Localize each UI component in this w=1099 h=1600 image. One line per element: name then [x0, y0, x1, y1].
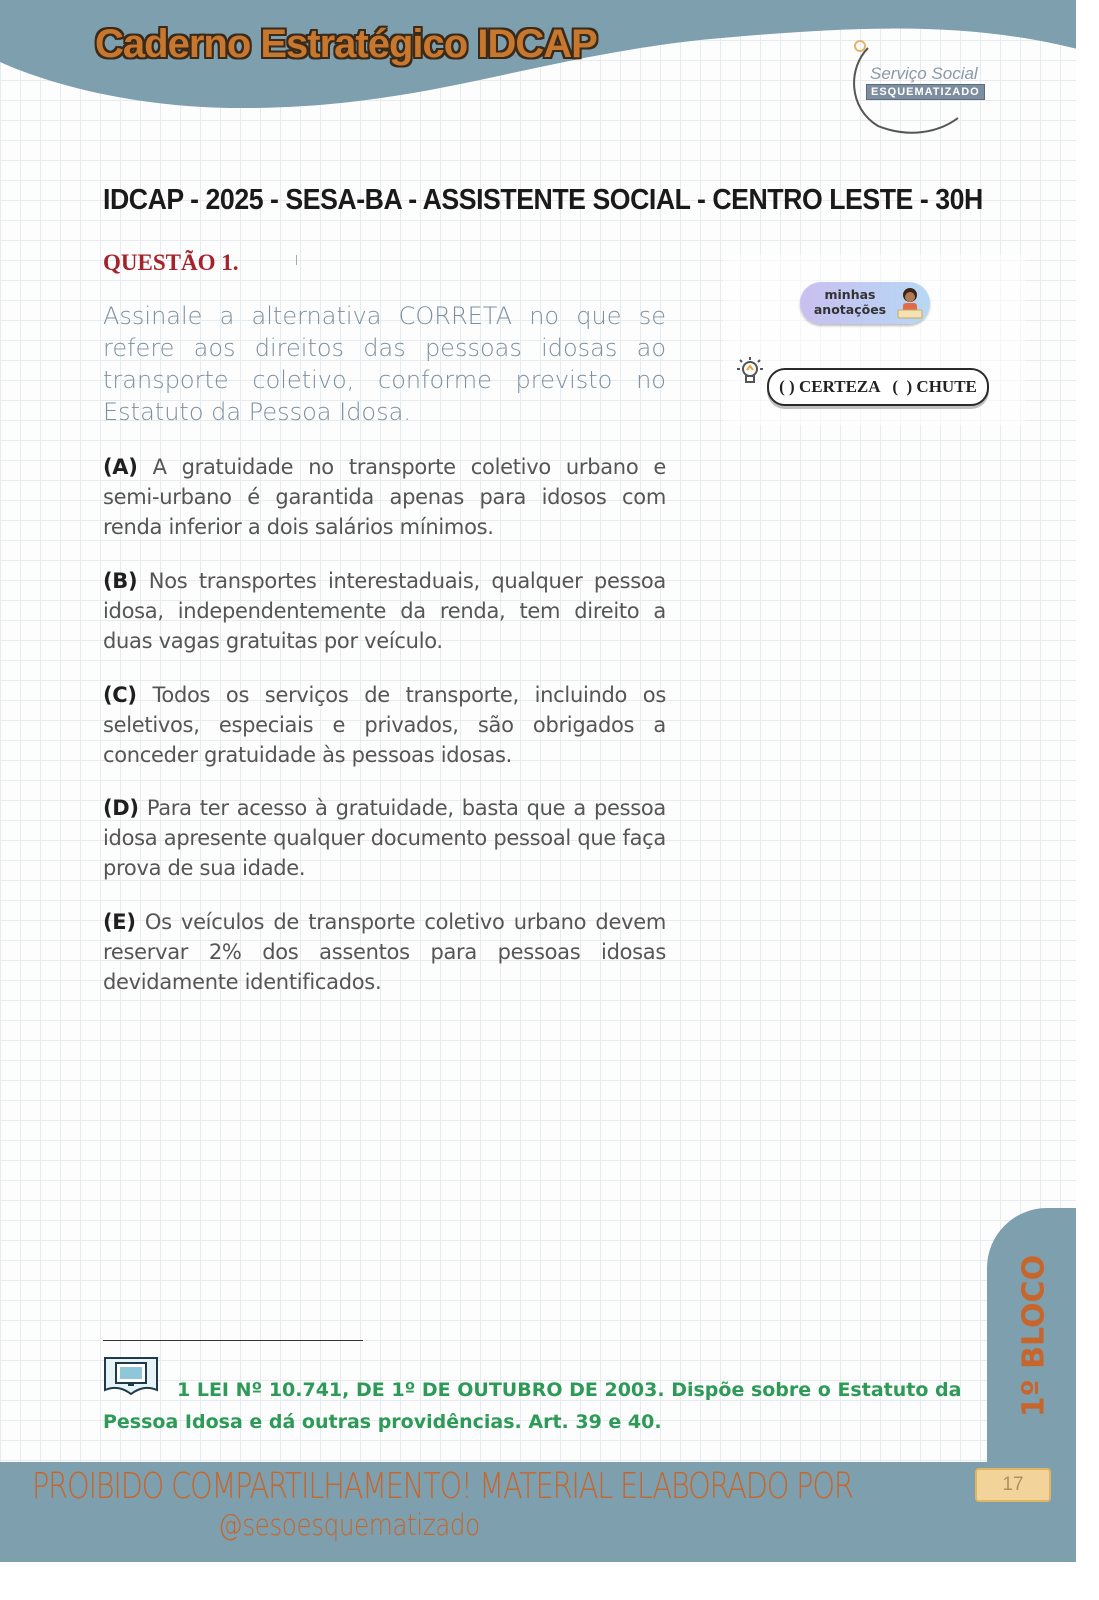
option-a	[103, 452, 666, 542]
option-letter: (C)	[103, 683, 137, 707]
option-b	[103, 566, 666, 656]
option-e	[103, 907, 666, 997]
option-letter: (E)	[103, 910, 136, 934]
question-number: QUESTÃO 1.	[103, 250, 239, 275]
page-margin-bottom	[0, 1562, 1099, 1600]
exam-heading: IDCAP - 2025 - SESA-BA - ASSISTENTE SOCIAL - CENTRO LESTE - 30H	[103, 184, 983, 216]
notes-badge-label: minhas anotações	[813, 287, 887, 317]
option-c	[103, 680, 666, 770]
logo-bottom-text: ESQUEMATIZADO	[866, 84, 985, 100]
student-reading-icon	[894, 286, 926, 322]
option-text: A gratuidade no transporte coletivo urbano e semi-urbano é garantida apenas para idosos com renda inferior a dois salários mínimos.	[103, 455, 666, 539]
footnote-divider	[103, 1340, 363, 1341]
lightbulb-icon	[733, 355, 767, 389]
option-text: Todos os serviços de transporte, incluindo os seletivos, especiais e privados, são obrigados a conceder gratuidade às pessoas idosas.	[103, 683, 666, 767]
option-letter: (D)	[103, 796, 139, 820]
brand-title: Caderno Estratégico IDCAP	[95, 22, 597, 66]
page-margin-right	[1076, 0, 1099, 1600]
logo-top-text: Serviço Social	[870, 64, 978, 83]
option-text: Os veículos de transporte coletivo urbano devem reservar 2% dos assentos para pessoas idosas devidamente identificados.	[103, 910, 666, 994]
footnote-text: 1 LEI Nº 10.741, DE 1º DE OUTUBRO DE 2003. Dispõe sobre o Estatuto da Pessoa Idosa e dá outras providências. Art. 39 e 40.	[103, 1379, 962, 1433]
certeza-chute-checkbox[interactable]: ( ) CERTEZA ( ) CHUTE	[767, 368, 989, 406]
option-letter: (A)	[103, 455, 138, 479]
notes-badge	[800, 282, 930, 324]
text-cursor-mark	[296, 255, 297, 265]
brand-logo	[848, 38, 998, 138]
bloco-label: 1º BLOCO	[1016, 1254, 1052, 1418]
page-number: 17	[975, 1468, 1051, 1502]
option-text: Para ter acesso à gratuidade, basta que a pessoa idosa apresente qualquer documento pessoal que faça prova de sua idade.	[103, 796, 666, 880]
question-statement: Assinale a alternativa CORRETA no que se refere aos direitos das pessoas idosas ao transporte coletivo, conforme previsto no Estatuto da Pessoa Idosa.	[103, 302, 666, 426]
option-letter: (B)	[103, 569, 138, 593]
computer-book-icon	[103, 1356, 159, 1396]
option-d	[103, 793, 666, 883]
option-text: Nos transportes interestaduais, qualquer pessoa idosa, independentemente da renda, tem direito a duas vagas gratuitas por veículo.	[103, 569, 666, 653]
author-handle: @sesoesquematizado	[218, 1508, 480, 1542]
warning-text: PROIBIDO COMPARTILHAMENTO! MATERIAL ELABORADO POR	[32, 1466, 853, 1507]
